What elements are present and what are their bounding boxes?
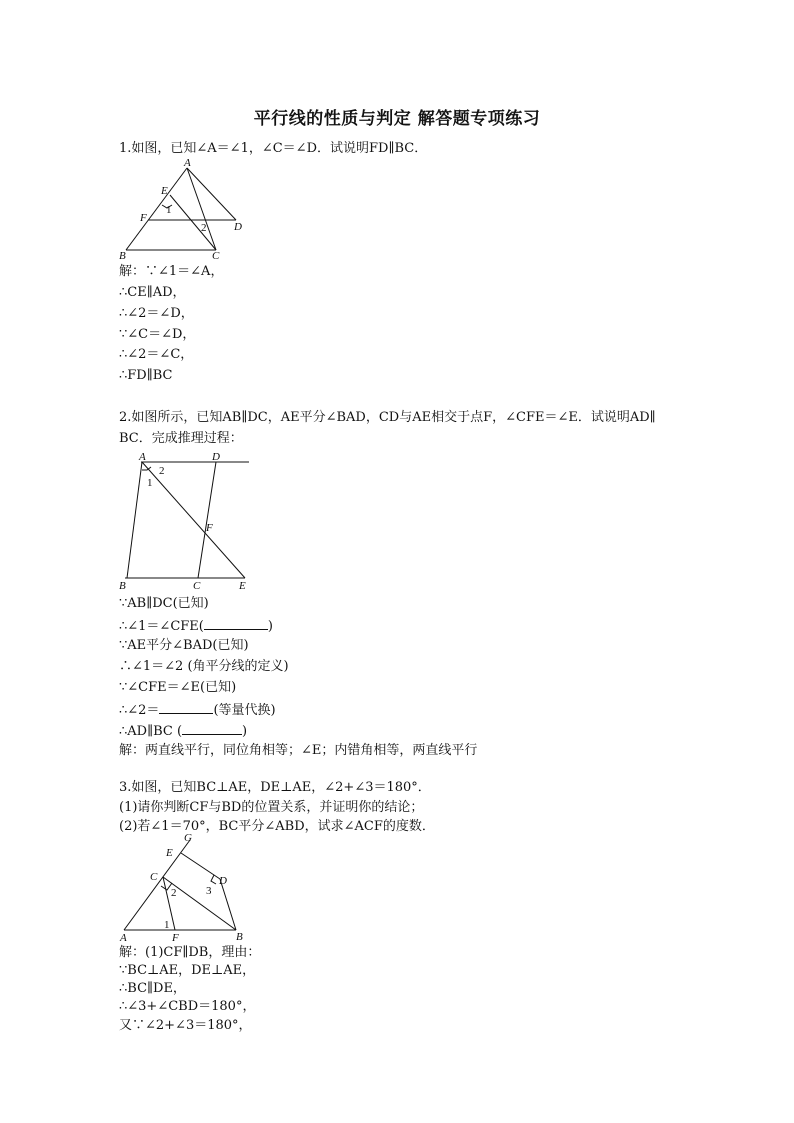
label-E: E <box>166 847 173 859</box>
q2-line-2: ∴∠1＝∠CFE( ) <box>119 619 273 634</box>
label-B: B <box>119 580 126 592</box>
label-1: 1 <box>166 204 172 216</box>
q3-sol-1: 解：(1)CF∥DB，理由： <box>119 945 261 960</box>
q3-sol-3: ∴BC∥DE， <box>119 981 186 996</box>
label-D: D <box>234 221 242 233</box>
q1-sol-6: ∴FD∥BC <box>119 368 173 383</box>
label-2: 2 <box>171 887 177 899</box>
q3-figure <box>115 832 255 944</box>
label-F: F <box>140 212 147 224</box>
page-title: 平行线的性质与判定 解答题专项练习 <box>253 109 541 129</box>
label-C: C <box>193 580 201 592</box>
label-E: E <box>239 580 246 592</box>
blank-2[interactable] <box>159 701 213 714</box>
q1-sol-5: ∴∠2＝∠C， <box>119 347 194 362</box>
q3-part2: (2)若∠1＝70°，BC平分∠ABD，试求∠ACF的度数． <box>119 819 435 834</box>
label-F: F <box>206 522 213 534</box>
q2-line-1: ∵AB∥DC(已知) <box>119 596 209 611</box>
label-2: 2 <box>159 465 165 477</box>
q3-stem: 3.如图，已知BC⊥AE，DE⊥AE，∠2+∠3＝180°． <box>119 780 431 795</box>
q3-part1: (1)请你判断CF与BD的位置关系，并证明你的结论； <box>119 800 424 815</box>
label-A: A <box>184 157 191 169</box>
label-1: 1 <box>147 477 153 489</box>
label-A: A <box>120 932 127 944</box>
label-D: D <box>219 875 227 887</box>
label-2: 2 <box>201 222 207 234</box>
q2-stem-1: 2.如图所示，已知AB∥DC，AE平分∠BAD，CD与AE相交于点F，∠CFE＝∠E．试说明AD∥ <box>119 410 656 425</box>
label-B: B <box>119 250 126 262</box>
label-G: G <box>184 832 192 844</box>
label-D: D <box>212 451 220 463</box>
label-C: C <box>150 871 158 883</box>
q1-sol-4: ∵∠C＝∠D， <box>119 327 196 342</box>
label-C: C <box>212 250 220 262</box>
q1-stem: 1.如图，已知∠A＝∠1，∠C＝∠D．试说明FD∥BC． <box>119 141 428 156</box>
q2-line-5: ∵∠CFE＝∠E(已知) <box>119 680 237 695</box>
q2-line-6: ∴∠2＝ (等量代换) <box>119 703 276 718</box>
q3-sol-2: ∵BC⊥AE，DE⊥AE， <box>119 963 256 978</box>
label-3: 3 <box>206 885 212 897</box>
label-A: A <box>139 451 146 463</box>
q2-line-7: ∴AD∥BC ( ) <box>119 724 248 739</box>
q2-answer: 解：两直线平行，同位角相等；∠E；内错角相等，两直线平行 <box>119 743 478 758</box>
q2-line-4: ∴∠1＝∠2 (角平分线的定义) <box>119 659 289 674</box>
q1-figure <box>115 158 255 262</box>
label-1: 1 <box>164 919 170 931</box>
q1-sol-2: ∴CE∥AD， <box>119 285 186 300</box>
blank-1[interactable] <box>204 617 268 630</box>
q3-sol-4: ∴∠3+∠CBD＝180°， <box>119 999 256 1014</box>
label-E: E <box>161 185 168 197</box>
label-F: F <box>172 932 179 944</box>
q2-line-3: ∵AE平分∠BAD(已知) <box>119 638 249 653</box>
q3-sol-5: 又∵∠2+∠3＝180°， <box>119 1018 252 1033</box>
q1-sol-3: ∴∠2＝∠D， <box>119 306 194 321</box>
q1-sol-1: 解：∵∠1＝∠A， <box>119 264 224 279</box>
q2-figure <box>115 448 255 593</box>
blank-3[interactable] <box>182 722 242 735</box>
label-B: B <box>236 931 243 943</box>
q2-stem-2: BC．完成推理过程： <box>119 431 243 446</box>
